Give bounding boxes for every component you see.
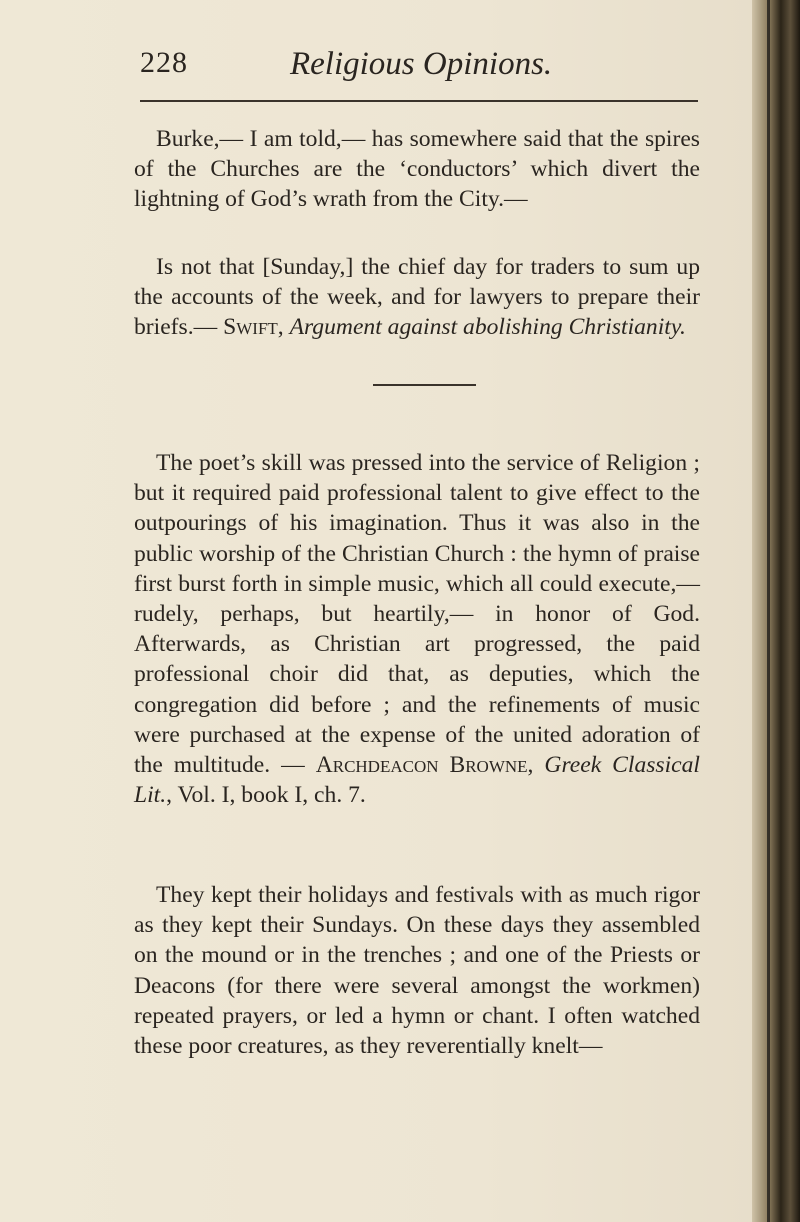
quote-swift-author: Swift <box>223 314 278 341</box>
quote-swift-sep: , <box>277 314 290 341</box>
quote-browne-ref: , Vol. I, book I, ch. 7. <box>166 782 366 809</box>
quote-browne-text: The poet’s skill was pressed into the service of Religion ; but it required paid professional talent to give effect to the outpourings of his imagination. Thus it was also in the public worship of the Christian Church : the hymn of praise first burst forth in simple music, which all could execute,— rudely, perhaps, but heartily,— in honor of God. Afterwards, as Christian art progressed, the paid professional choir did that, as deputies, which the congregation did before ; and the refinements of music were purchased at the expense of the united adoration of the multitude. — <box>134 450 700 779</box>
quote-browne <box>134 448 700 810</box>
quote-browne-author: Archdeacon Browne <box>315 752 528 779</box>
quote-swift-work: Argument against abolishing Christianity. <box>289 314 686 341</box>
quote-burke-text: Burke,— I am told,— has somewhere said that the spires of the Churches are the ‘conductors’ which divert the lightning of God’s wrath from the City.— <box>134 126 700 213</box>
quote-holidays-text: They kept their holidays and festivals with as much rigor as they kept their Sundays. On these days they assembled on the mound or in the trenches ; and one of the Priests or Deacons (for there were several amongst the workmen) repeated prayers, or led a hymn or chant. I often watched these poor creatures, as they reverentially knelt— <box>134 882 700 1060</box>
quote-burke <box>134 124 700 215</box>
quote-browne-sep: , <box>527 752 545 779</box>
header-rule <box>140 100 698 102</box>
section-divider <box>373 384 476 386</box>
page-number: 228 <box>140 46 188 79</box>
running-head: Religious Opinions. <box>290 46 553 82</box>
quote-swift-text: Is not that [Sunday,] the chief day for traders to sum up the accounts of the week, and for lawyers to prepare their briefs.— <box>134 254 700 341</box>
gutter-shadow-line <box>767 0 770 1222</box>
quote-browne-work: Greek Classical Lit. <box>134 752 700 809</box>
quote-swift <box>134 252 700 343</box>
page-header <box>140 46 700 86</box>
book-gutter <box>752 0 800 1222</box>
quote-holidays <box>134 880 700 1061</box>
